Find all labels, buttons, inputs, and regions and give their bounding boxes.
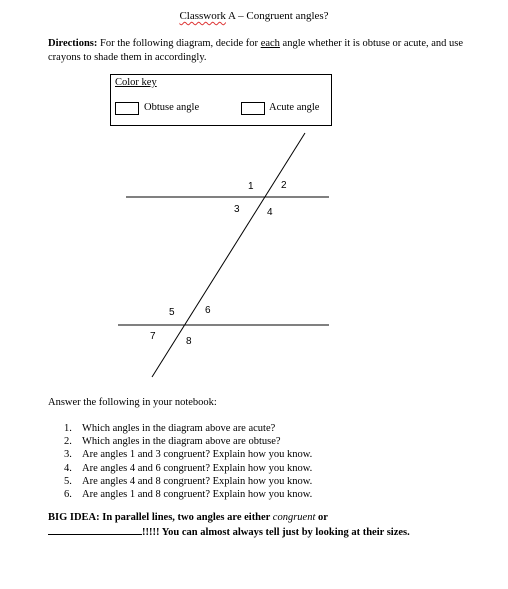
angle-label-6: 6 <box>205 305 211 316</box>
directions-text-before: For the following diagram, decide for <box>97 38 261 49</box>
big-idea-text1: In parallel lines, two angles are either <box>99 512 273 523</box>
angle-label-3: 3 <box>234 204 240 215</box>
list-item <box>64 422 484 435</box>
page-title <box>0 10 508 22</box>
big-idea-paragraph <box>48 511 478 540</box>
big-idea-label: BIG IDEA: <box>48 512 100 523</box>
question-text: Are angles 4 and 6 congruent? Explain how you know. <box>82 462 313 474</box>
question-text: Are angles 1 and 3 congruent? Explain how you know. <box>82 449 313 461</box>
color-key-box <box>110 74 332 126</box>
obtuse-label: Obtuse angle <box>144 102 200 113</box>
big-idea-text3: !!!!! You can almost always tell just by looking at their sizes. <box>142 527 410 538</box>
color-key-title: Color key <box>115 77 157 88</box>
transversal-line <box>152 133 305 377</box>
question-text: Which angles in the diagram above are acute? <box>82 423 276 434</box>
question-number: 3. <box>64 449 72 461</box>
answer-intro: Answer the following in your notebook: <box>48 397 217 408</box>
question-number: 1. <box>64 423 72 434</box>
question-number: 5. <box>64 475 72 487</box>
question-number: 2. <box>64 436 72 448</box>
question-text: Are angles 4 and 8 congruent? Explain how you know. <box>82 475 313 487</box>
big-idea-italic: congruent <box>272 512 316 523</box>
question-text: Which angles in the diagram above are obtuse? <box>82 436 281 448</box>
angle-label-8: 8 <box>186 336 192 347</box>
question-number: 4. <box>64 462 72 474</box>
fill-in-blank[interactable] <box>48 525 142 535</box>
angle-label-2: 2 <box>281 180 287 191</box>
list-item <box>64 462 484 475</box>
angle-label-7: 7 <box>150 331 156 342</box>
acute-swatch[interactable] <box>241 102 265 115</box>
list-item <box>64 448 484 461</box>
angle-label-1: 1 <box>248 181 254 192</box>
title-rest: A – Congruent angles? <box>225 10 329 22</box>
obtuse-swatch[interactable] <box>115 102 139 115</box>
question-list <box>64 422 484 501</box>
list-item <box>64 475 484 488</box>
directions-text-after: angle whether it is obtuse or acute, and use crayons to shade them in accordingly. <box>48 38 464 63</box>
acute-label: Acute angle <box>269 102 320 113</box>
question-text: Are angles 1 and 8 congruent? Explain how you know. <box>82 489 313 501</box>
parallel-lines-diagram <box>118 128 338 383</box>
directions-emphasis: each <box>260 38 280 49</box>
angle-label-4: 4 <box>267 207 273 218</box>
title-word-classwork: Classwork <box>179 10 226 22</box>
directions-paragraph <box>48 37 468 65</box>
big-idea-text2: or <box>315 512 328 523</box>
list-item <box>64 488 484 501</box>
directions-label: Directions: <box>48 38 98 49</box>
list-item <box>64 435 484 448</box>
angle-label-5: 5 <box>169 307 175 318</box>
question-number: 6. <box>64 489 72 501</box>
